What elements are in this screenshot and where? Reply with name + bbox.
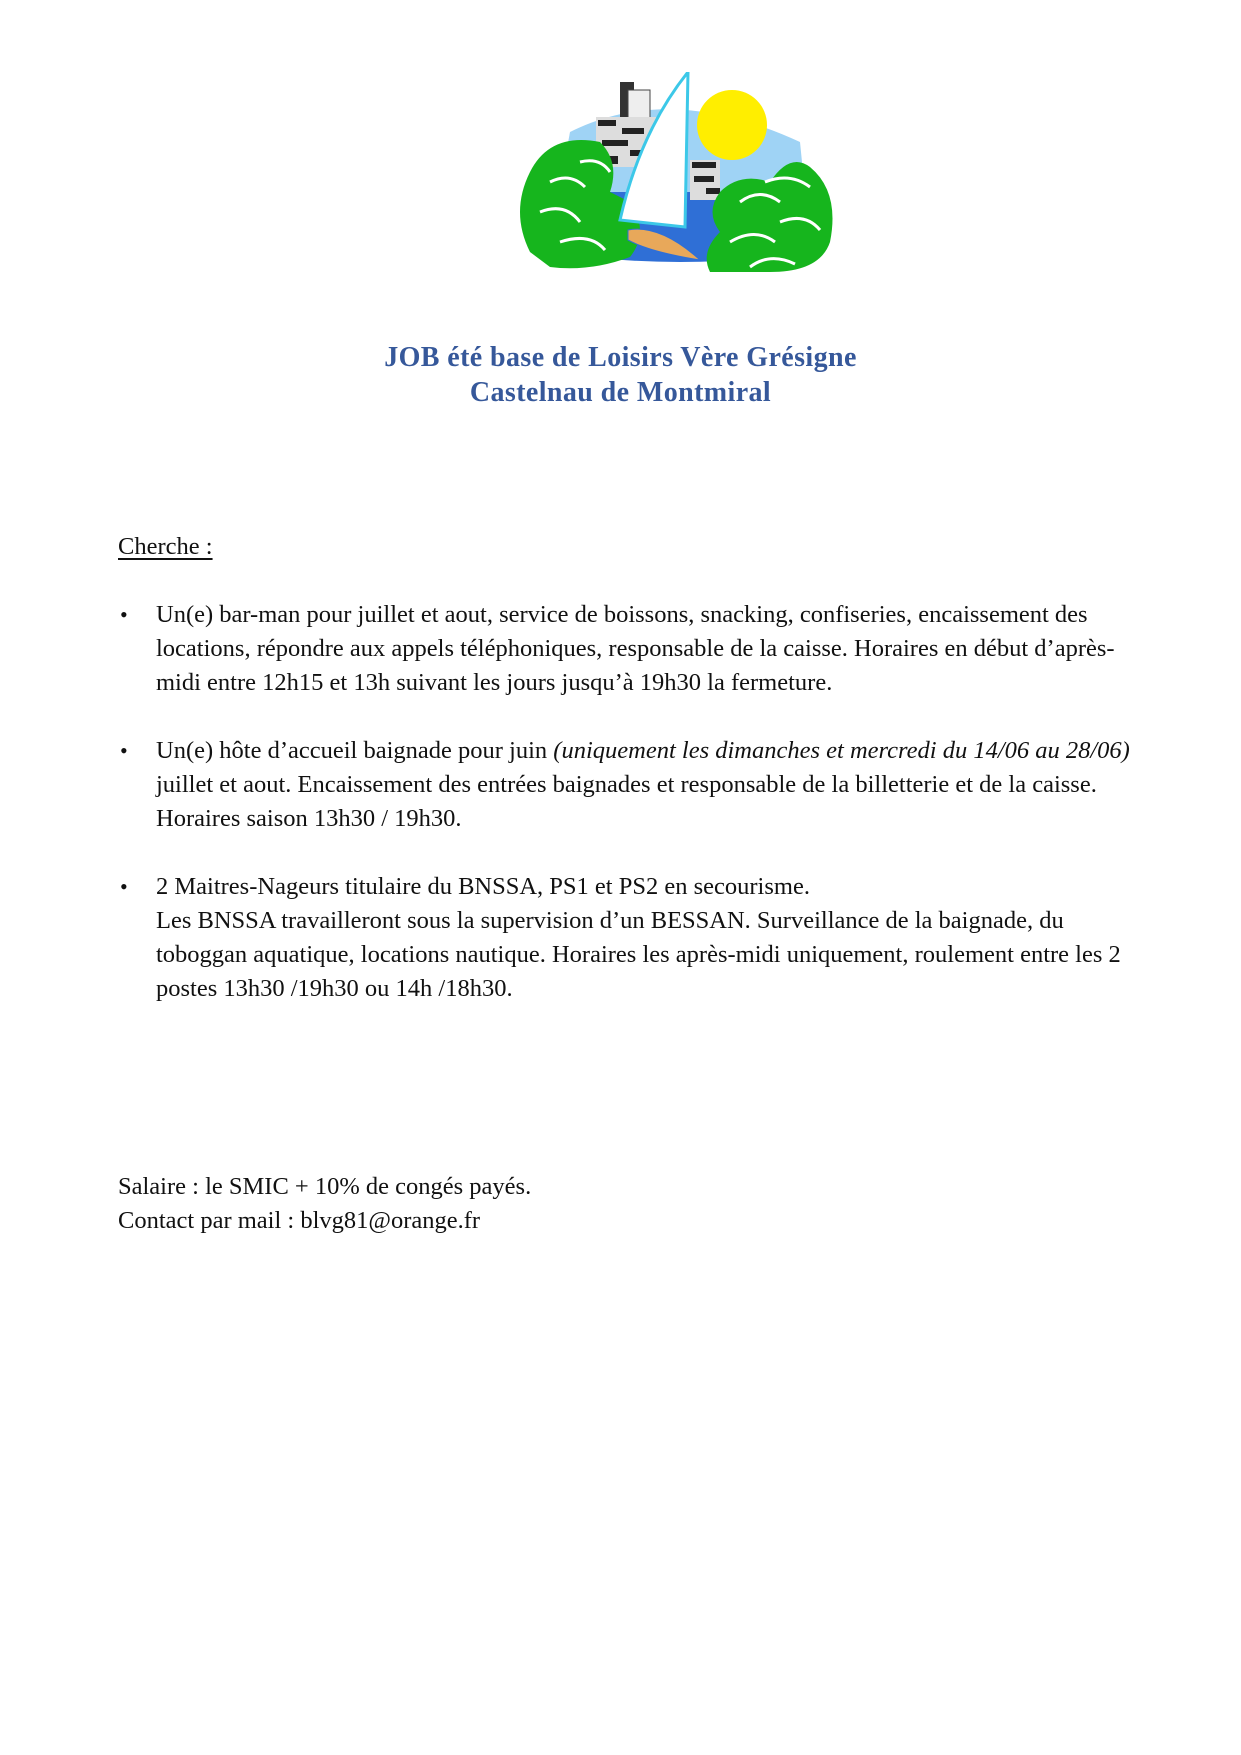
job-description-line-1: 2 Maitres-Nageurs titulaire du BNSSA, PS1 et PS2 en secourisme. bbox=[156, 873, 810, 900]
salary-text: Salaire : le SMIC + 10% de congés payés. bbox=[118, 1173, 532, 1200]
document-title bbox=[0, 340, 1241, 410]
footer-info bbox=[118, 1170, 531, 1238]
title-line-2: Castelnau de Montmiral bbox=[469, 377, 772, 408]
sun-icon bbox=[697, 90, 767, 160]
job-description: Un(e) bar-man pour juillet et aout, service de boissons, snacking, confiseries, encaissement des locations, répondre aux appels téléphoniques, responsable de la caisse. Horaires en début d’après-midi entre 12h15 et 13h suivant les jours jusqu’à 19h30 la fermeture. bbox=[156, 601, 1115, 696]
intro-label bbox=[118, 530, 1138, 564]
leisure-base-logo-icon bbox=[510, 72, 840, 282]
job-item-lifeguards bbox=[118, 870, 1138, 1006]
bullet-icon: • bbox=[120, 874, 128, 899]
job-item-host bbox=[118, 734, 1138, 836]
job-schedule-note: (uniquement les dimanches et mercredi du 14/06 au 28/06) bbox=[553, 737, 1130, 764]
job-description-start: Un(e) hôte d’accueil baignade pour juin bbox=[156, 737, 554, 764]
contact-text: Contact par mail : blvg81@orange.fr bbox=[118, 1207, 481, 1234]
job-description-line-2: Les BNSSA travailleront sous la supervision d’un BESSAN. Surveillance de la baignade, du toboggan aquatique, locations nautique. Horaires les après-midi uniquement, roulement entre les 2 postes 13h30 /19h30 ou 14h /18h30. bbox=[156, 907, 1121, 1002]
bullet-icon: • bbox=[120, 738, 128, 763]
cherche-label: Cherche : bbox=[118, 533, 213, 560]
bullet-icon: • bbox=[120, 602, 128, 627]
job-list bbox=[118, 598, 1138, 1040]
job-description-end: juillet et aout. Encaissement des entrées baignades et responsable de la billetterie et de la caisse. Horaires saison 13h30 / 19h30. bbox=[156, 771, 1097, 832]
title-line-1: JOB été base de Loisirs Vère Grésigne bbox=[384, 342, 857, 373]
job-item-barman bbox=[118, 598, 1138, 700]
